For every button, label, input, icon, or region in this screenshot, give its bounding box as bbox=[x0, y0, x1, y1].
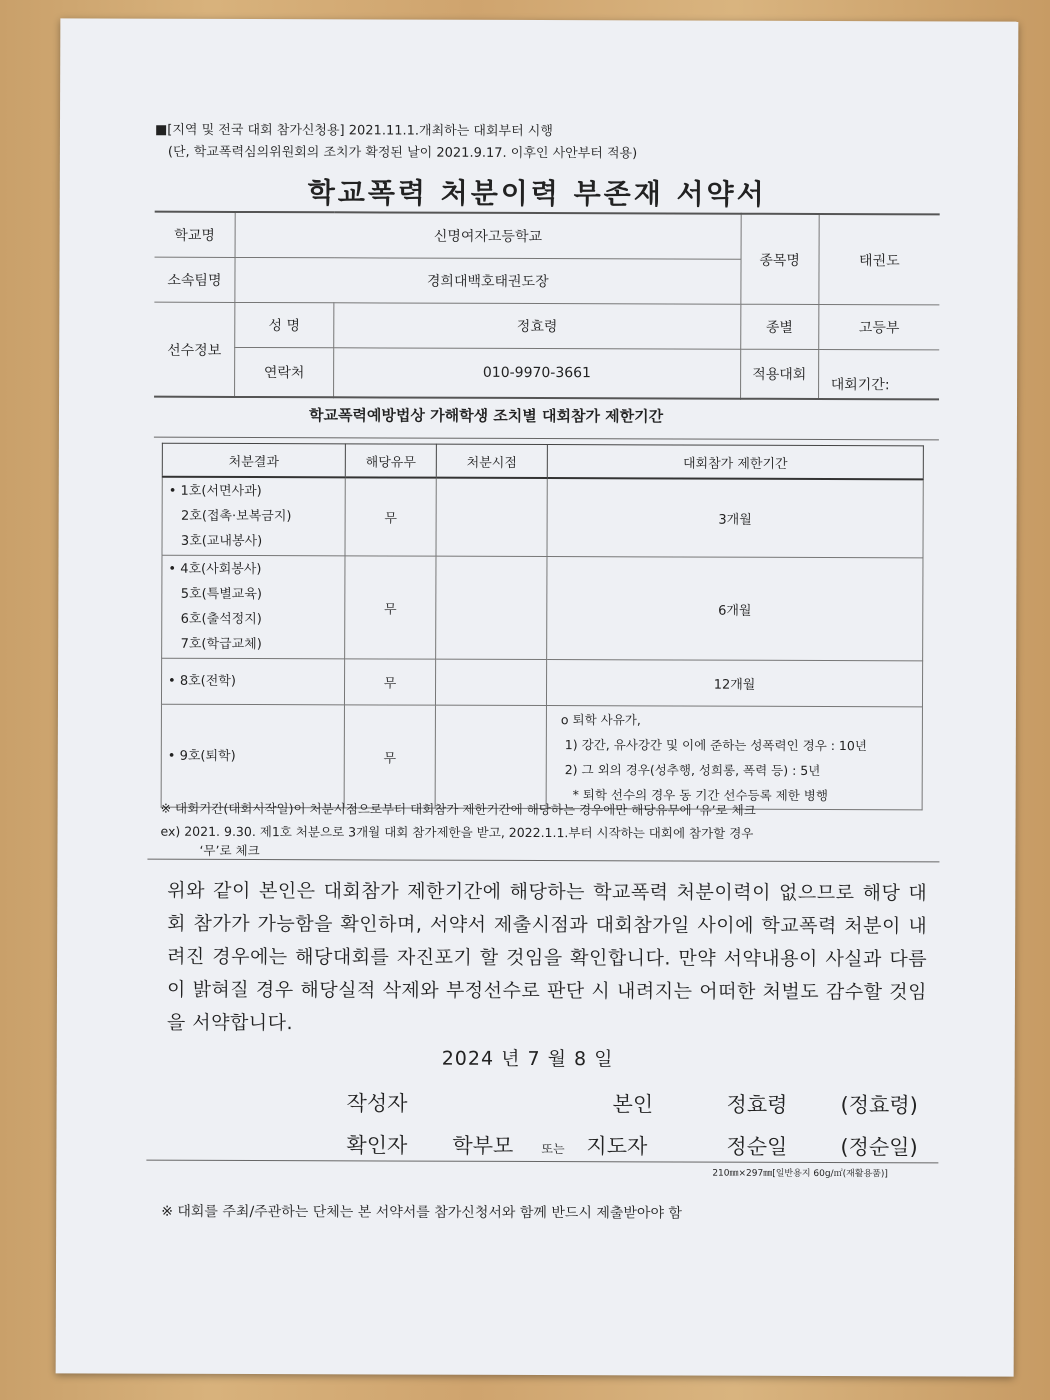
confirmer-name: 정순일 bbox=[726, 1134, 788, 1159]
row-period bbox=[546, 706, 922, 810]
header-line-2: (단, 학교폭력심의위원회의 조치가 확정된 날이 2021.9.17. 이후인 사안부터 적용) bbox=[167, 144, 638, 162]
row-date bbox=[435, 705, 546, 808]
document-title: 학교폭력 처분이력 부존재 서약서 bbox=[307, 176, 767, 211]
paper-spec: 210㎜×297㎜[일반용지 60g/㎡(재활용품)] bbox=[712, 1168, 888, 1180]
writer-name: 정효령 bbox=[726, 1092, 788, 1117]
writer-role: 본인 bbox=[612, 1092, 654, 1117]
label-athlete-info: 선수정보 bbox=[154, 302, 235, 397]
result-line: • 9호(퇴학) bbox=[167, 748, 236, 764]
row-applicable: 무 bbox=[345, 477, 436, 556]
row-period: 12개월 bbox=[546, 660, 922, 707]
row-applicable: 무 bbox=[345, 556, 436, 659]
value-school: 신명여자고등학교 bbox=[235, 212, 741, 259]
col-result: 처분결과 bbox=[162, 443, 345, 477]
row-result bbox=[162, 555, 345, 659]
confirmer-role-coach: 지도자 bbox=[586, 1134, 648, 1159]
writer-label: 작성자 bbox=[346, 1091, 408, 1116]
result-line: • 1호(서면사과) bbox=[168, 483, 262, 500]
confirmer-label: 확인자 bbox=[346, 1133, 408, 1158]
row-date bbox=[435, 659, 546, 705]
row-result bbox=[162, 477, 345, 556]
row-date bbox=[436, 556, 547, 659]
section-heading: 학교폭력예방법상 가해학생 조치별 대회참가 제한기간 bbox=[308, 406, 664, 426]
row-period: 6개월 bbox=[547, 557, 923, 661]
table-row bbox=[162, 477, 923, 558]
value-competition-period: 대회기간: bbox=[818, 349, 939, 399]
period-line: o 퇴학 사유가, bbox=[560, 712, 641, 728]
result-line: 3호(교내봉사) bbox=[180, 533, 263, 550]
writer-signature: (정효령) bbox=[840, 1093, 918, 1118]
confirmer-signature: (정순일) bbox=[840, 1135, 918, 1160]
period-line: 1) 강간, 유사강간 및 이에 준하는 성폭력인 경우 : 10년 bbox=[564, 737, 867, 754]
value-contact: 010-9970-3661 bbox=[334, 348, 741, 399]
row-applicable: 무 bbox=[344, 705, 435, 808]
athlete-info-table bbox=[154, 211, 940, 401]
table-row bbox=[162, 555, 923, 661]
result-line: • 8호(전학) bbox=[168, 673, 236, 689]
label-event: 종목명 bbox=[741, 214, 819, 305]
row-result bbox=[161, 704, 344, 808]
label-competition: 적용대회 bbox=[740, 349, 818, 399]
divider bbox=[146, 1160, 938, 1164]
row-applicable: 무 bbox=[344, 659, 435, 705]
label-division: 종별 bbox=[740, 304, 818, 349]
header-line-1: ■[지역 및 전국 대회 참가신청용] 2021.11.1.개최하는 대회부터 시행 bbox=[154, 122, 553, 140]
footer-note: ※ 대회를 주최/주관하는 단체는 본 서약서를 참가신청서와 함께 반드시 제출받아야 함 bbox=[161, 1203, 682, 1222]
col-period: 대회참가 제한기간 bbox=[547, 445, 923, 480]
label-name: 성 명 bbox=[235, 302, 334, 347]
label-team: 소속팀명 bbox=[154, 257, 235, 302]
confirmer-or: 또는 bbox=[541, 1142, 565, 1157]
row-period: 3개월 bbox=[547, 478, 923, 558]
label-school: 학교명 bbox=[155, 212, 236, 258]
document-paper bbox=[56, 18, 1019, 1376]
col-applicable: 해당유무 bbox=[345, 444, 436, 478]
confirmer-role-parent: 학부모 bbox=[452, 1133, 514, 1158]
table-row bbox=[161, 658, 922, 707]
result-line: • 4호(사회봉사) bbox=[168, 561, 262, 578]
pledge-text: 위와 같이 본인은 대회참가 제한기간에 해당하는 학교폭력 처분이력이 없으므로 해당 대회 참가가 가능함을 확인하며, 서약서 제출시점과 대회참가일 사이에 학교폭력 처분이 내려진 경우에는 해당대회를 자진포기 할 것임을 확인합니다. 만약 서약내용이 사실과 다름이 밝혀질 경우 해당실적 삭제와 부정선수로 판단 시 내려지는 어떠한 처벌도 감수할 것임을 서약합니다. bbox=[166, 879, 928, 1035]
pledge-date: 2024 년 7 월 8 일 bbox=[441, 1047, 614, 1071]
result-line: 5호(특별교육) bbox=[180, 586, 263, 603]
note-1: ※ 대회기간(대회시작일)이 처분시점으로부터 대회참가 제한기간에 해당하는 경우에만 해당유무에 ‘유’로 체크 bbox=[160, 800, 756, 818]
row-date bbox=[436, 478, 547, 557]
col-date: 처분시점 bbox=[436, 444, 547, 478]
divider bbox=[147, 859, 939, 863]
label-contact: 연락처 bbox=[235, 347, 334, 397]
value-name: 정효령 bbox=[334, 303, 741, 349]
result-line: 7호(학급교체) bbox=[180, 636, 262, 653]
period-line: 2) 그 외의 경우(성추행, 성희롱, 폭력 등) : 5년 bbox=[564, 762, 821, 778]
result-line: 6호(출석정지) bbox=[180, 611, 262, 628]
period-line: * 퇴학 선수의 경우 동 기간 선수등록 제한 병행 bbox=[572, 787, 828, 804]
row-result bbox=[161, 658, 344, 705]
note-3: ‘무’로 체크 bbox=[199, 842, 260, 859]
value-team: 경희대백호태권도장 bbox=[235, 257, 741, 304]
result-line: 2호(접촉·보복금지) bbox=[181, 508, 292, 525]
value-division: 고등부 bbox=[818, 304, 939, 349]
table-row bbox=[161, 704, 922, 810]
divider bbox=[154, 437, 939, 441]
value-event: 태권도 bbox=[819, 214, 940, 305]
note-2: ex) 2021. 9.30. 제1호 처분으로 3개월 대회 참가제한을 받고, 2022.1.1.부터 시작하는 대회에 참가할 경우 bbox=[160, 823, 754, 841]
restriction-table bbox=[161, 443, 924, 811]
